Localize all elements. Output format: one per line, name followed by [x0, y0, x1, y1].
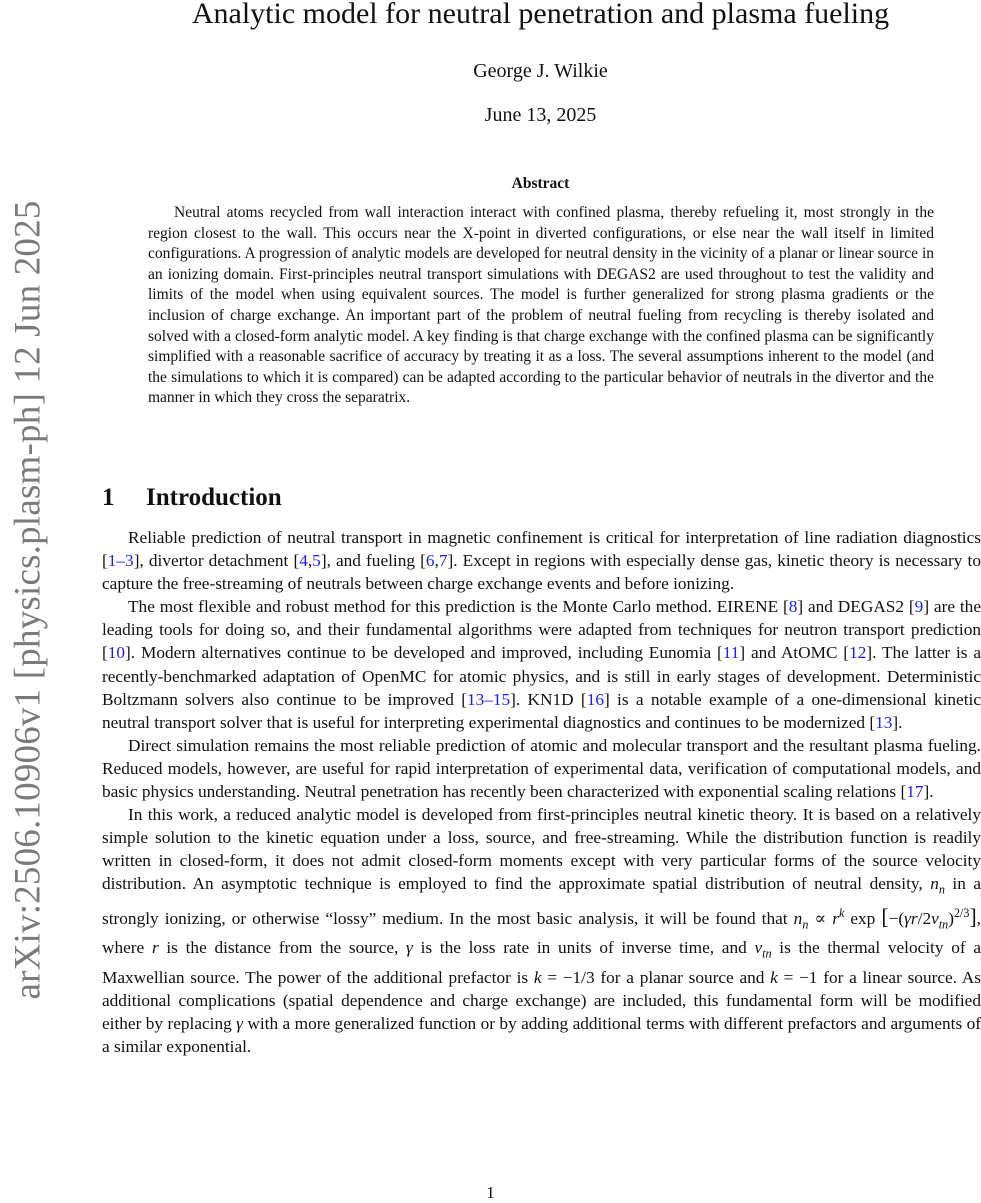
abstract-heading: Abstract — [511, 175, 570, 192]
text-run: ], and fueling [ — [320, 551, 426, 571]
section-title: Introduction — [146, 484, 282, 511]
text-run: , — [434, 551, 439, 571]
citation-link[interactable]: 17 — [906, 782, 924, 802]
citation-link[interactable]: 13 — [875, 712, 893, 732]
math-planar-exponent: k = −1/3 — [533, 967, 595, 987]
citation-link[interactable]: 9 — [914, 597, 924, 617]
text-run: ]. KN1D [ — [510, 689, 587, 709]
text-run: The most flexible and robust method for this prediction is the Monte Carlo method. EIRENE [ — [128, 597, 789, 617]
citation-link[interactable]: 1–3 — [107, 551, 134, 571]
citation-link[interactable]: 4 — [299, 551, 308, 571]
paragraph-1 — [102, 526, 981, 595]
math-density-scaling-formula: $n_n \propto r^k$ $\exp [-(\gamma r/2v_{tn})^{2/3}]$ — [793, 904, 977, 932]
paper-title: Analytic model for neutral penetration and plasma fueling — [191, 0, 890, 30]
text-run: with a more generalized function or by adding additional terms with different prefactors and arguments of a similar exponential. — [102, 1014, 981, 1057]
text-run: for a linear source. As additional complications (spatial dependence and charge exchange) are included, this fundamental form will be modified either by replacing — [102, 967, 981, 1033]
text-run: is the thermal velocity of a Maxwellian source. The power of the additional prefactor is — [102, 938, 981, 987]
citation-link[interactable]: 8 — [788, 597, 798, 617]
text-run: ]. Except in regions with especially dense gas, kinetic theory is necessary to capture the free-streaming of neutrals between charge exchange events and before ionizing. — [102, 551, 981, 594]
text-run: ] and DEGAS2 [ — [797, 597, 915, 617]
text-run: ] is a notable example of a one-dimensional kinetic neutral transport solver that is useful for interpreting experimental diagnostics and continues to be modernized [ — [102, 689, 981, 732]
text-run: In this work, a reduced analytic model is developed from first-principles neutral kinetic theory. It is based on a relatively simple solution to the kinetic equation under a loss, source, and free-streaming. While the distribution function is readily written in closed-form, it does not admit closed-form moments except with very particular forms of the source velocity distribution. An asymptotic technique is employed to find the approximate spatial distribution of neutral density, — [102, 805, 981, 894]
text-run: ]. Modern alternatives continue to be developed and improved, including Eunomia [ — [125, 643, 723, 663]
text-run: is the distance from the source, — [158, 938, 407, 958]
text-run: in a strongly ionizing, or otherwise “lossy” medium. In the most basic analysis, it will be found that — [102, 874, 981, 928]
publication-date: June 13, 2025 — [484, 104, 597, 126]
text-run: Reliable prediction of neutral transport in magnetic confinement is critical for interpretation of line radiation diagnostics [ — [102, 528, 981, 571]
paragraph-2 — [102, 595, 981, 734]
citation-link[interactable]: 10 — [107, 643, 126, 663]
citation-link[interactable]: 7 — [438, 551, 448, 571]
citation-link[interactable]: 16 — [586, 689, 604, 709]
text-run: ]. The latter is a recently-benchmarked adaptation of OpenMC for atomic physics, and is still in early stages of development. Deterministic Boltzmann solvers also continue to be improved [ — [102, 643, 981, 709]
text-run: ] are the leading tools for doing so, and their fundamental algorithms were adapted from techniques for neutron transport prediction [ — [102, 597, 981, 663]
citation-link[interactable]: 13–15 — [466, 689, 511, 709]
page-number: 1 — [486, 1183, 495, 1202]
author-name: George J. Wilkie — [473, 60, 608, 82]
abstract-text: Neutral atoms recycled from wall interaction interact with confined plasma, thereby refueling it, most strongly in the region closest to the wall. This occurs near the X-point in diverted configurations, or else near the wall itself in limited configurations. A progression of analytic models are developed for neutral density in the vicinity of a planar or linear source in an ionizing domain. First-principles neutral transport simulations with DEGAS2 are used throughout to test the validity and limits of the model when using equivalent sources. The model is further generalized for strong plasma gradients or the inclusion of charge exchange. An important part of the problem of neutral fueling from recycling is thereby isolated and solved with a closed-form analytic model. A key finding is that charge exchange with the confined plasma can be significantly simplified with a reasonable sacrifice of accuracy by treating it as a loss. The several assumptions inherent to the model (and the simulations to which it is compared) can be adapted according to the particular behavior of neutrals in the divertor and the manner in which they cross the separatrix. — [148, 204, 934, 407]
introduction-body — [102, 526, 981, 1058]
citation-link[interactable]: 11 — [722, 643, 740, 663]
text-run: Direct simulation remains the most reliable prediction of atomic and molecular transport and the resultant plasma fueling. Reduced models, however, are useful for rapid interpretation of experimental data, verification of computational models, and basic physics understanding. Neutral penetration has recently been characterized with exponential scaling relations [ — [102, 735, 981, 802]
text-run: ]. — [923, 782, 934, 802]
text-run: ]. — [892, 712, 903, 732]
text-run: ], divertor detachment [ — [133, 551, 300, 571]
math-distance: r — [151, 938, 159, 958]
section-number: 1 — [102, 484, 115, 511]
text-run: , — [307, 551, 313, 571]
paragraph-4 — [102, 803, 981, 1058]
section-heading — [102, 482, 282, 514]
arxiv-identifier-stamp[interactable]: arXiv:2506.10906v1 [physics.plasm-ph] 12 Jun 2025 — [7, 200, 49, 1000]
citation-link[interactable]: 5 — [312, 551, 321, 571]
text-run: ] and AtOMC [ — [739, 643, 850, 663]
math-linear-exponent: k = −1 — [770, 967, 818, 987]
text-run: for a planar source and — [594, 967, 771, 987]
text-run: is the loss rate in units of inverse time, and — [412, 938, 755, 958]
citation-link[interactable]: 12 — [849, 643, 867, 663]
math-neutral-density: $n_n$ — [930, 874, 945, 897]
citation-link[interactable]: 6 — [425, 551, 435, 571]
math-loss-rate: γ — [406, 938, 413, 958]
math-loss-rate: γ — [236, 1014, 243, 1033]
paragraph-3 — [102, 734, 981, 803]
math-thermal-velocity: $v_{tn}$ — [754, 938, 772, 961]
text-run: , where — [102, 908, 981, 958]
